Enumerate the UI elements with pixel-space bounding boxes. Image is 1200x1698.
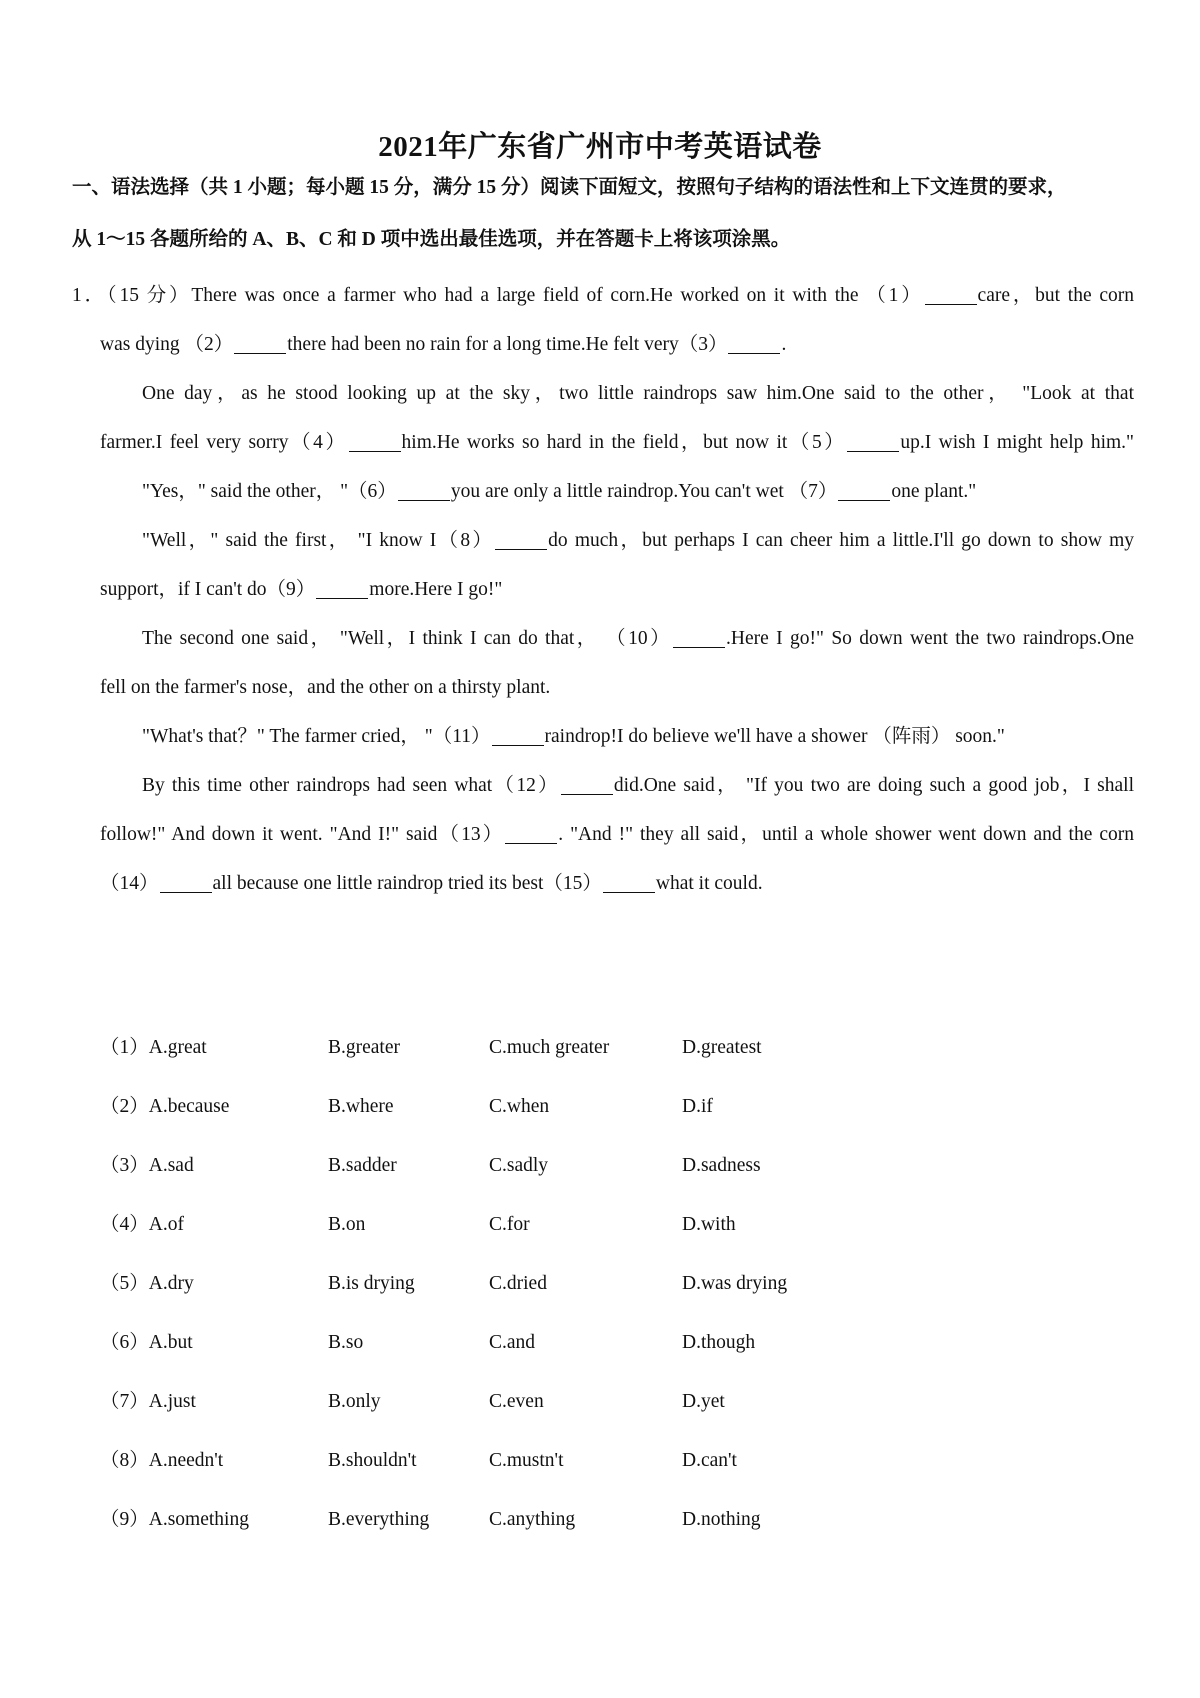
option-a[interactable]: （1）A.great xyxy=(100,1037,207,1058)
option-b[interactable]: B.only xyxy=(328,1391,381,1412)
option-a[interactable]: （2）A.because xyxy=(100,1096,230,1117)
option-a[interactable]: （5）A.dry xyxy=(100,1273,194,1294)
option-b[interactable]: B.on xyxy=(328,1214,366,1235)
passage-text: you are only a little raindrop.You can't wet （7） xyxy=(450,481,838,502)
passage-text: one plant." xyxy=(891,481,977,502)
option-a[interactable]: （3）A.sad xyxy=(100,1155,194,1176)
option-d[interactable]: D.if xyxy=(682,1096,713,1117)
option-b[interactable]: B.sadder xyxy=(328,1155,397,1176)
answer-blank-4 xyxy=(349,429,401,452)
option-a[interactable]: （8）A.needn't xyxy=(100,1450,224,1471)
option-row xyxy=(100,1382,900,1422)
passage-line xyxy=(100,668,550,708)
passage-text: The second one said， "Well，I think I can do that， （10） xyxy=(142,628,673,649)
passage-text: "Yes，" said the other， "（6） xyxy=(142,481,397,502)
answer-blank-3 xyxy=(728,331,780,354)
passage-text: farmer.I feel very sorry（4） xyxy=(100,432,348,453)
option-row xyxy=(100,1323,900,1363)
passage-text: there had been no rain for a long time.He felt very（3） xyxy=(287,334,728,355)
passage-text: up.I wish I might help him." xyxy=(900,432,1134,453)
option-d[interactable]: D.with xyxy=(682,1214,736,1235)
passage-line xyxy=(142,521,1134,561)
option-d[interactable]: D.yet xyxy=(682,1391,725,1412)
passage-text: did.One said， "If you two are doing such a good job，I shall xyxy=(613,775,1135,796)
passage-text: care，but the corn xyxy=(977,285,1134,306)
answer-blank-11 xyxy=(492,723,544,746)
passage-text: .Here I go!" So down went the two raindrops.One xyxy=(726,628,1135,649)
option-c[interactable]: C.even xyxy=(489,1391,544,1412)
option-row xyxy=(100,1500,900,1540)
passage-text: him.He works so hard in the field，but now it（5） xyxy=(401,432,847,453)
option-d[interactable]: D.can't xyxy=(682,1450,737,1471)
passage-text: more.Here I go!" xyxy=(369,579,503,600)
option-c[interactable]: C.anything xyxy=(489,1509,576,1530)
option-c[interactable]: C.and xyxy=(489,1332,536,1353)
option-d[interactable]: D.though xyxy=(682,1332,756,1353)
answer-blank-2 xyxy=(234,331,286,354)
option-row xyxy=(100,1087,900,1127)
option-b[interactable]: B.everything xyxy=(328,1509,430,1530)
section-instructions-line-2: 从 1～15 各题所给的 A、B、C 和 D 项中选出最佳选项，并在答题卡上将该项涂黑。 xyxy=(72,229,791,250)
answer-blank-12 xyxy=(561,772,613,795)
option-b[interactable]: B.greater xyxy=(328,1037,401,1058)
answer-blank-8 xyxy=(495,527,547,550)
passage-text: all because one little raindrop tried its best（15） xyxy=(212,873,602,894)
option-row xyxy=(100,1441,900,1481)
option-a[interactable]: （4）A.of xyxy=(100,1214,184,1235)
passage-text: follow!" And down it went. "And I!" said（13） xyxy=(100,824,505,845)
option-b[interactable]: B.so xyxy=(328,1332,364,1353)
option-b[interactable]: B.shouldn't xyxy=(328,1450,417,1471)
section-instructions-line-1: 一、语法选择（共 1 小题；每小题 15 分，满分 15 分）阅读下面短文，按照句子结构的语法性和上下文连贯的要求， xyxy=(72,177,1067,198)
option-row xyxy=(100,1028,900,1068)
option-d[interactable]: D.sadness xyxy=(682,1155,761,1176)
option-c[interactable]: C.mustn't xyxy=(489,1450,564,1471)
answer-blank-1 xyxy=(925,282,977,305)
passage-line xyxy=(100,815,1134,855)
option-row xyxy=(100,1205,900,1245)
option-row xyxy=(100,1264,900,1304)
passage-text: （14） xyxy=(100,873,159,894)
option-b[interactable]: B.where xyxy=(328,1096,394,1117)
option-c[interactable]: C.sadly xyxy=(489,1155,549,1176)
answer-blank-14 xyxy=(160,870,212,893)
passage-text: what it could. xyxy=(655,873,763,894)
answer-blank-10 xyxy=(673,625,725,648)
option-row xyxy=(100,1146,900,1186)
answer-blank-9 xyxy=(316,576,368,599)
option-c[interactable]: C.for xyxy=(489,1214,530,1235)
option-c[interactable]: C.much greater xyxy=(489,1037,610,1058)
passage-text: . "And !" they all said，until a whole shower went down and the corn xyxy=(558,824,1134,845)
option-c[interactable]: C.when xyxy=(489,1096,550,1117)
passage-text: was dying （2） xyxy=(100,334,234,355)
passage-text: support，if I can't do（9） xyxy=(100,579,316,600)
option-d[interactable]: D.nothing xyxy=(682,1509,761,1530)
passage-text: "Well，" said the first， "I know I（8） xyxy=(142,530,495,551)
answer-blank-15 xyxy=(603,870,655,893)
passage-line xyxy=(142,717,1005,757)
option-d[interactable]: D.was drying xyxy=(682,1273,788,1294)
passage-text: By this time other raindrops had seen what（12） xyxy=(142,775,560,796)
answer-blank-5 xyxy=(847,429,899,452)
option-a[interactable]: （6）A.but xyxy=(100,1332,193,1353)
passage-text: fell on the farmer's nose，and the other on a thirsty plant. xyxy=(100,677,551,698)
passage-line xyxy=(142,619,1134,659)
page-title: 2021年广东省广州市中考英语试卷 xyxy=(378,131,822,163)
option-d[interactable]: D.greatest xyxy=(682,1037,762,1058)
option-a[interactable]: （7）A.just xyxy=(100,1391,196,1412)
answer-blank-13 xyxy=(505,821,557,844)
option-c[interactable]: C.dried xyxy=(489,1273,547,1294)
option-b[interactable]: B.is drying xyxy=(328,1273,415,1294)
passage-text: . xyxy=(781,334,787,355)
passage-text: 1．（15 分）There was once a farmer who had a large field of corn.He worked on it with the （1） xyxy=(72,285,924,306)
passage-line xyxy=(100,423,1134,463)
passage-line xyxy=(100,325,786,365)
passage-text: raindrop!I do believe we'll have a shower （阵雨） soon." xyxy=(544,726,1005,747)
passage-line xyxy=(142,374,1134,414)
passage-line xyxy=(142,766,1134,806)
passage-text: do much，but perhaps I can cheer him a little.I'll go down to show my xyxy=(548,530,1134,551)
answer-blank-7 xyxy=(838,478,890,501)
passage-line xyxy=(72,276,1134,316)
passage-text: "What's that？" The farmer cried， "（11） xyxy=(142,726,491,747)
passage-line xyxy=(100,864,763,904)
option-a[interactable]: （9）A.something xyxy=(100,1509,249,1530)
passage-text: One day，as he stood looking up at the sky，two little raindrops saw him.One said to the other， "Look at that xyxy=(142,383,1134,404)
answer-blank-6 xyxy=(398,478,450,501)
passage-line xyxy=(142,472,976,512)
passage-line xyxy=(100,570,502,610)
